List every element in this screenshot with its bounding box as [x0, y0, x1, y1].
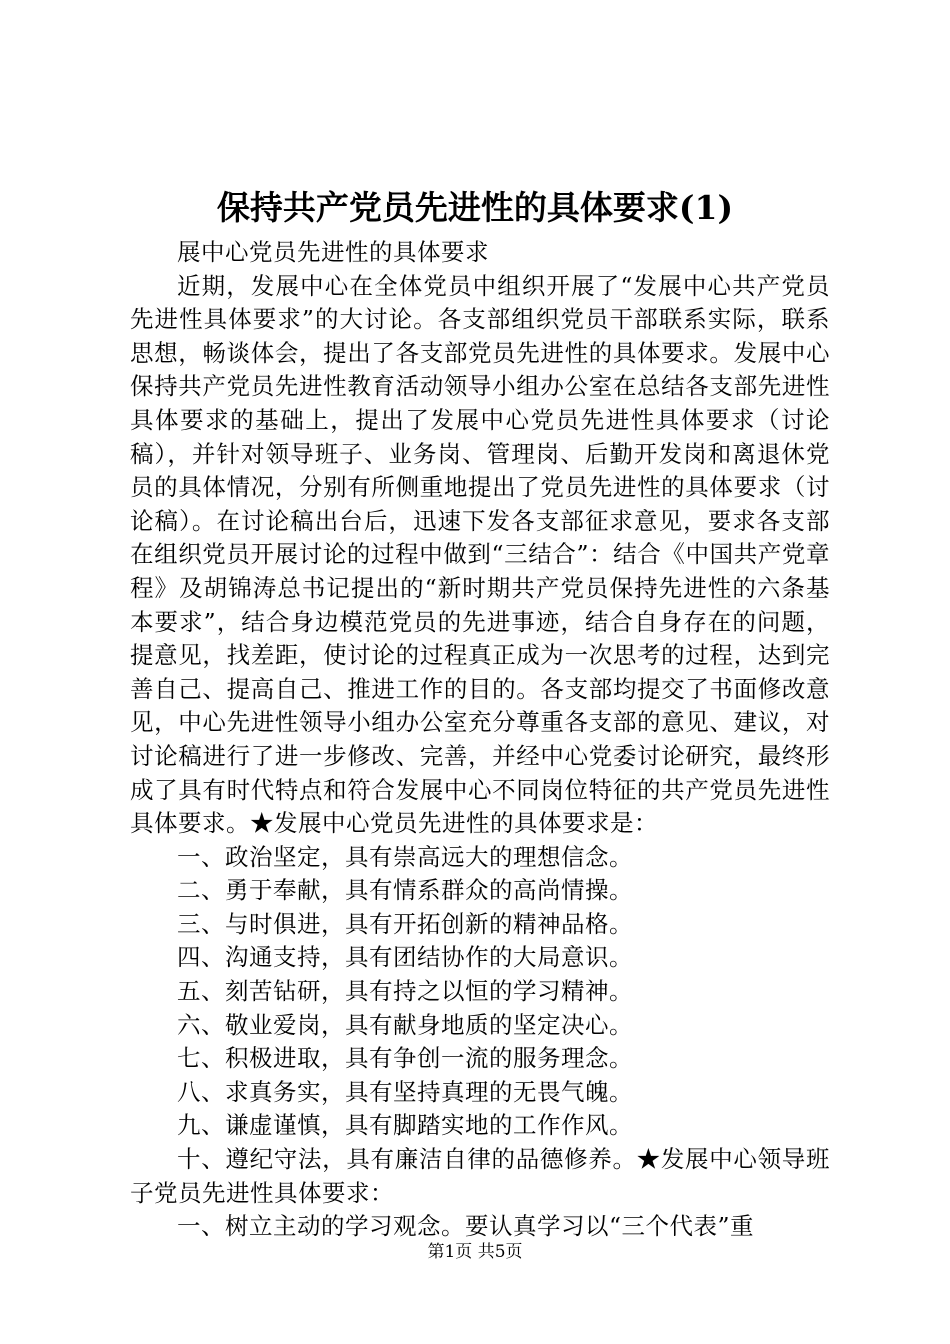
document-body [130, 236, 830, 1244]
list-item: 三、与时俱进，具有开拓创新的精神品格。 [177, 909, 633, 938]
list-item: 四、沟通支持，具有团结协作的大局意识。 [177, 943, 633, 972]
list-item: 八、求真务实，具有坚持真理的无畏气魄。 [177, 1077, 633, 1106]
list-item: 九、谦虚谨慎，具有脚踏实地的工作作风。 [177, 1111, 633, 1140]
paragraph-subtitle: 展中心党员先进性的具体要求 [177, 238, 489, 266]
list-item: 十、遵纪守法，具有廉洁自律的品德修养。★发展中心领导班子党员先进性具体要求： [130, 1145, 830, 1207]
list-item: 一、政治坚定，具有崇高远大的理想信念。 [177, 842, 633, 871]
page-number: 第1页 共5页 [427, 1242, 523, 1262]
list-item: 六、敬业爱岗，具有献身地质的坚定决心。 [177, 1010, 633, 1039]
list-item: 五、刻苦钻研，具有持之以恒的学习精神。 [177, 977, 633, 1006]
paragraph-intro: 近期，发展中心在全体党员中组织开展了“发展中心共产党员先进性具体要求”的大讨论。各支部组织党员干部联系实际，联系思想，畅谈体会，提出了各支部党员先进性的具体要求。发展中心保持共产党员先进性教育活动领导小组办公室在总结各支部先进性具体要求的基础上，提出了发展中心党员先进性具体要求（讨论稿），并针对领导班子、业务岗、管理岗、后勤开发岗和离退休党员的具体情况，分别有所侧重地提出了党员先进性的具体要求（讨论稿）。在讨论稿出台后，迅速下发各支部征求意见，要求各支部在组织党员开展讨论的过程中做到“三结合”：结合《中国共产党章程》及胡锦涛总书记提出的“新时期共产党员保持先进性的六条基本要求”，结合身边模范党员的先进事迹，结合自身存在的问题，提意见，找差距，使讨论的过程真正成为一次思考的过程，达到完善自己、提高自己、推进工作的目的。各支部均提交了书面修改意见，中心先进性领导小组办公室充分尊重各支部的意见、建议，对讨论稿进行了进一步修改、完善，并经中心党委讨论研究，最终形成了具有时代特点和符合发展中心不同岗位特征的共产党员先进性具体要求。★发展中心党员先进性的具体要求是： [130, 271, 830, 838]
document-title: 保持共产党员先进性的具体要求(1) [216, 188, 734, 227]
list-item: 二、勇于奉献，具有情系群众的高尚情操。 [177, 876, 633, 905]
paragraph-leadership: 一、树立主动的学习观念。要认真学习以“三个代表”重 [177, 1212, 755, 1241]
list-item: 七、积极进取，具有争创一流的服务理念。 [177, 1044, 633, 1073]
